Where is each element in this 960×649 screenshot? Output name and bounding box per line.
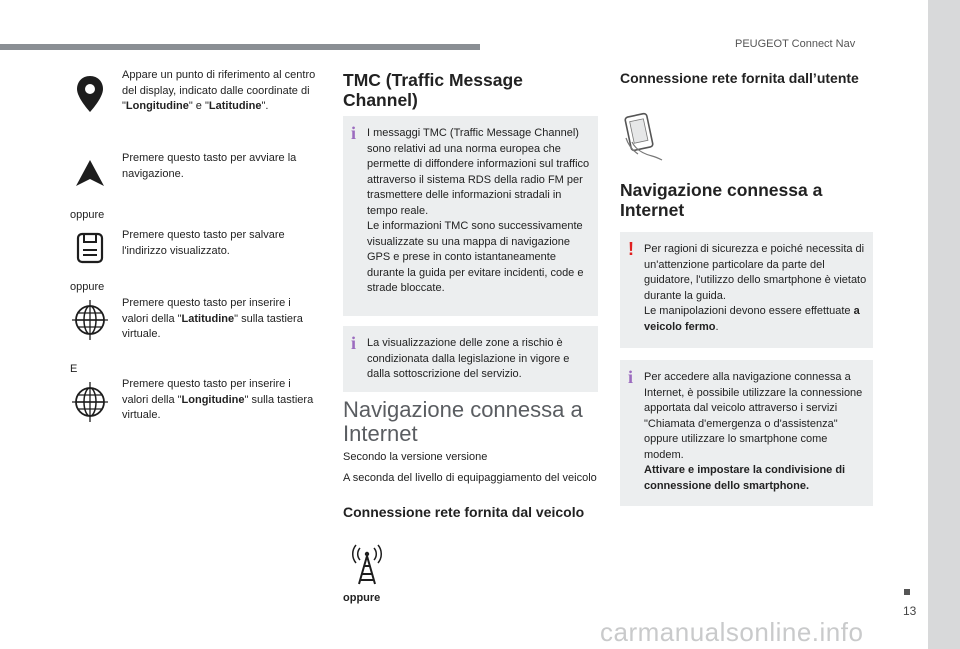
antenna-icon [347,544,387,588]
save-icon [70,226,110,270]
location-pin-icon [70,72,110,116]
smartphone-icon [622,112,666,162]
watermark: carmanualsonline.info [600,617,864,647]
equipment-note: A seconda del livello di equipaggiamento del veicolo [343,472,597,484]
header-bar [0,44,480,50]
globe-icon [70,380,110,424]
header-title: PEUGEOT Connect Nav [735,38,856,50]
access-info-box [620,360,873,506]
and-label: E [70,363,78,375]
pin-description: Appare un punto di riferimento al centro del display, indicato dalle coordinate di "Longitudine" e "Latitudine". [122,69,316,112]
connected-nav-heading: Navigazione connessa a Internet [343,397,583,446]
tmc-heading: TMC (Traffic Message Channel) [343,70,523,110]
access-info-text: Per accedere alla navigazione connessa a Internet, è possibile utilizzare la connessione apportata dal veicolo attraverso i servizi "Chiamata d'emergenza o d'assistenza" oppure utilizzare lo smartphone come modem. Attivare e impostare la condivisione di connessione dello smartphone. [644,371,863,492]
info-icon: i [351,123,357,143]
save-description: Premere questo tasto per salvare l'indirizzo visualizzato. [122,229,285,257]
warning-box [620,232,873,348]
longitude-description: Premere questo tasto per inserire i valori della "Longitudine" sulla tastiera virtuale. [122,378,314,421]
info-icon: i [628,367,634,387]
warning-icon: ! [628,239,634,259]
version-note: Secondo la versione versione [343,451,488,463]
navigation-arrow-icon [70,152,110,196]
risk-info-text: La visualizzazione delle zone a rischio è condizionata dalla legislazione in vigore e dalla sottoscrizione del servizio. [367,337,570,380]
navigate-description: Premere questo tasto per avviare la navigazione. [122,152,297,180]
connected-nav-heading-bold: Navigazione connessa a Internet [620,180,823,220]
tmc-info-box [343,116,598,316]
page-end-marker [904,589,910,595]
page-edge-strip [928,0,960,649]
or-label: oppure [70,209,105,221]
latitude-description: Premere questo tasto per inserire i valori della "Latitudine" sulla tastiera virtuale. [122,297,303,340]
risk-info-box [343,326,598,392]
globe-icon [70,298,110,342]
tmc-info-text: I messaggi TMC (Traffic Message Channel) sono relativi ad una norma europea che permette di diffondere informazioni sul traffico attraverso il sistema RDS della radio FM per trasmettere delle informazioni stradali in tempo reale. Le informazioni TMC sono successivamente visualizzate su una mappa di navigazione GPS e prese in conto istantaneamente durante la guida per evitare incidenti, code e strade bloccate. [367,127,590,294]
vehicle-connection-heading: Connessione rete fornita dal veicolo [343,504,585,520]
info-icon: i [351,333,357,353]
or-label: oppure [343,592,381,604]
or-label: oppure [70,281,105,293]
warning-text: Per ragioni di sicurezza e poiché necessita di un'attenzione particolare da parte del guidatore, l'utilizzo dello smartphone è vietato durante la guida. Le manipolazioni devono essere effettuate a veicolo fermo. [644,243,867,333]
user-connection-heading: Connessione rete fornita dall’utente [620,70,859,86]
page-number: 13 [903,604,917,618]
